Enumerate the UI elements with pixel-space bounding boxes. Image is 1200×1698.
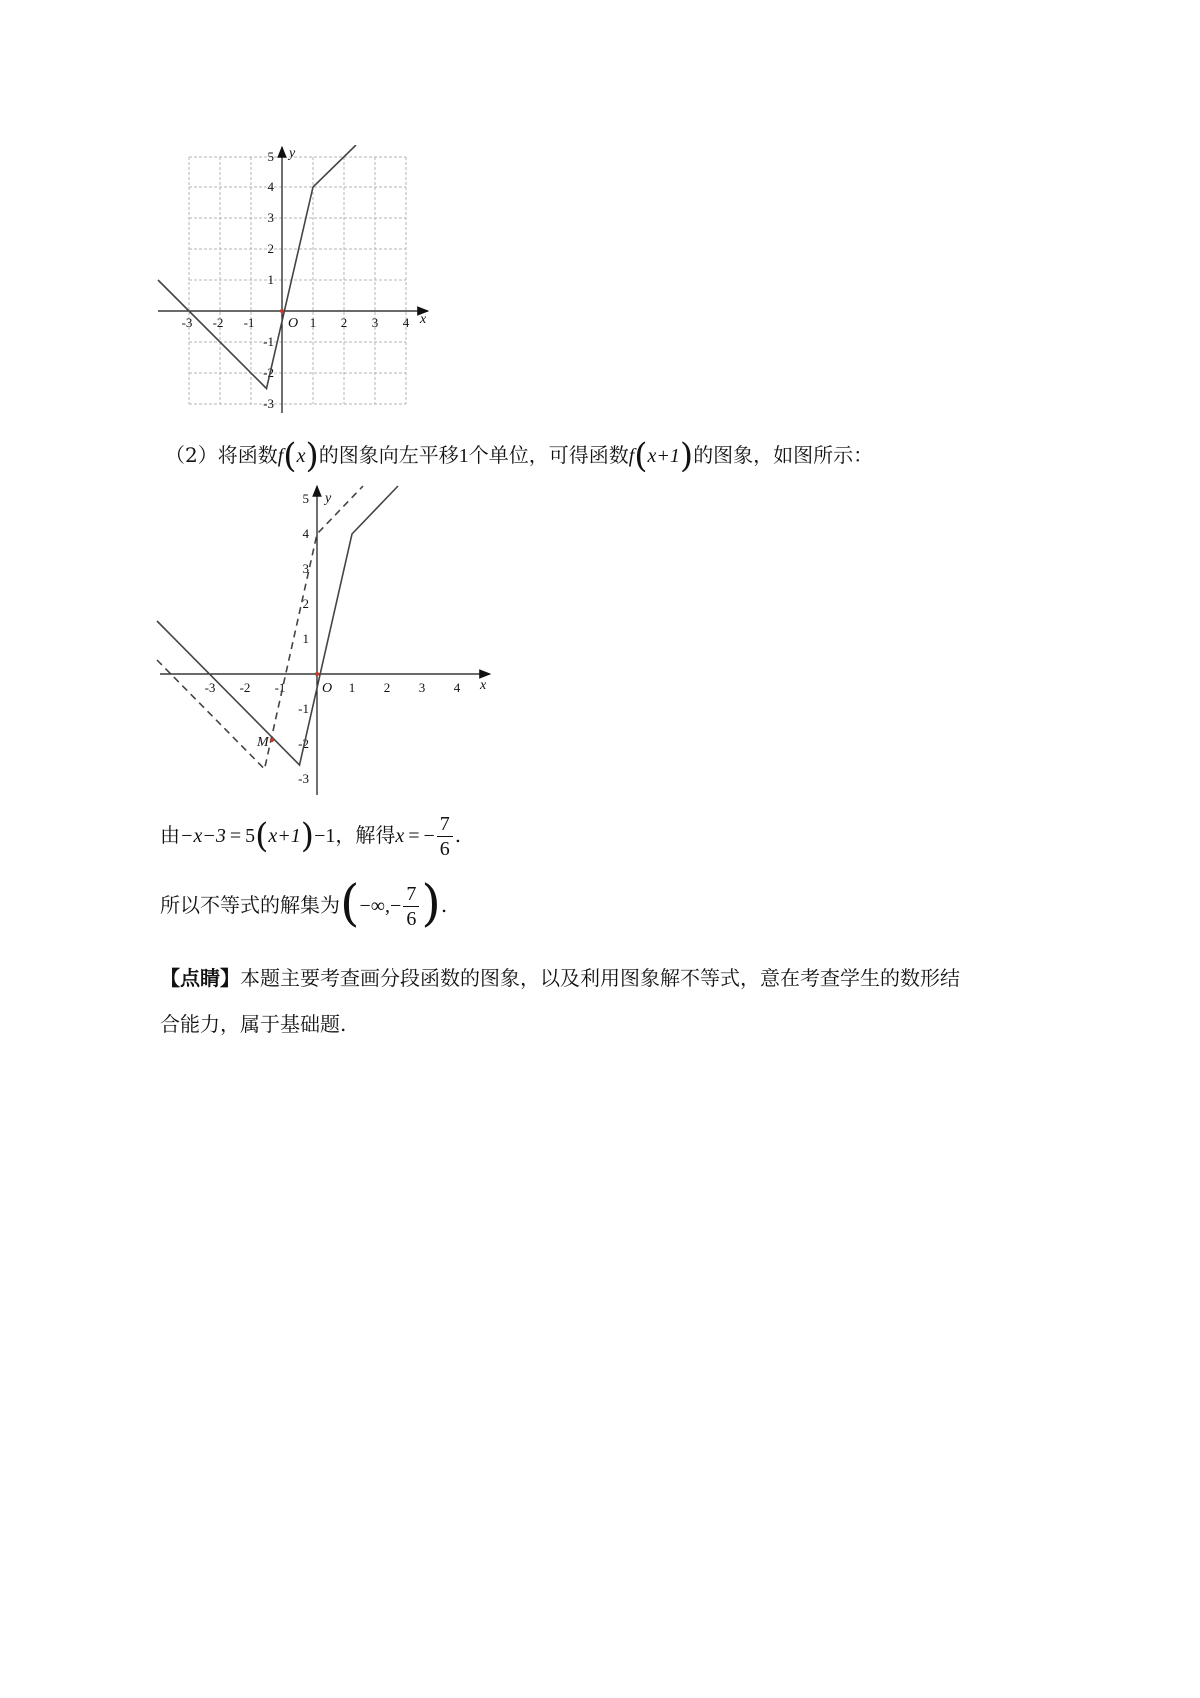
- origin-point: [315, 672, 319, 676]
- figure-2-graph: [155, 480, 500, 800]
- y-tick: 2: [302, 596, 309, 611]
- equation-line: 由−x−3 = 5(x+1)−1，解得x = − $\frac{7}{6}$ .: [160, 813, 462, 860]
- fraction-numerator: 7: [403, 882, 419, 907]
- grid: [189, 157, 406, 404]
- solution-var: x: [395, 825, 405, 847]
- intersection-point-m: [270, 738, 274, 742]
- shift-amount: 1: [458, 445, 469, 467]
- fn-arg-x: x: [296, 445, 306, 467]
- fraction-7-6: [403, 882, 419, 931]
- x-tick: -2: [212, 315, 224, 330]
- fn-f-shifted: f: [628, 445, 635, 467]
- x-tick: -2: [239, 680, 251, 695]
- equation-rhs-tail: −1: [314, 825, 336, 847]
- neg-sign: −: [423, 825, 435, 847]
- y-tick: 4: [267, 179, 274, 194]
- comment-line-1: [160, 955, 960, 1001]
- y-tick: 1: [267, 272, 274, 287]
- para2-suffix: 的图象，如图所示：: [693, 443, 874, 467]
- point-m-label: M: [257, 735, 269, 750]
- function-f-shifted-graph: [157, 486, 363, 769]
- x-tick: -1: [274, 680, 286, 695]
- fn-f: f: [277, 445, 284, 467]
- para2-middle2: 个单位，可得函数: [468, 443, 629, 467]
- comment-tag: 【点睛】: [160, 966, 240, 990]
- fraction-numerator: 7: [437, 812, 453, 837]
- fraction-denominator: 6: [439, 838, 450, 860]
- para2-prefix: （2）将函数: [165, 443, 278, 467]
- comment-block: [160, 955, 960, 1047]
- solution-line: 所以不等式的解集为(−∞,− $\frac{7}{6}$ ).: [160, 874, 448, 932]
- y-tick: -1: [298, 701, 309, 716]
- y-tick: 5: [267, 149, 274, 164]
- x-axis-label: x: [480, 678, 487, 693]
- fn-arg-x-plus-1: x+1: [647, 445, 680, 467]
- para2-middle: 的图象向左平移: [318, 443, 459, 467]
- equals-sign: =: [229, 825, 242, 847]
- y-tick: 3: [302, 561, 309, 576]
- comment-line-2: 合能力，属于基础题.: [160, 1012, 347, 1036]
- x-tick: -1: [243, 315, 255, 330]
- equation-rhs-arg: x+1: [268, 825, 301, 847]
- y-tick: 2: [267, 241, 274, 256]
- x-tick: 1: [309, 315, 317, 330]
- x-tick: 4: [402, 315, 410, 330]
- x-axis-label: x: [420, 312, 427, 327]
- figure-1-graph: [150, 145, 450, 455]
- y-tick: -2: [298, 736, 309, 751]
- equals-sign-2: =: [408, 825, 420, 847]
- origin-label: O: [288, 316, 299, 331]
- y-axis-label: y: [325, 491, 332, 506]
- y-axis-label: y: [289, 146, 296, 161]
- equation-mid: ，解得: [335, 823, 396, 847]
- equation-lhs: −x−3: [180, 825, 226, 847]
- comment-text-1: 本题主要考查画分段函数的图象，以及利用图象解不等式，意在考查学生的数形结: [240, 966, 960, 990]
- equation-coef: 5: [245, 825, 256, 847]
- equation-prefix: 由: [160, 823, 180, 847]
- y-tick: 3: [267, 210, 274, 225]
- solution-end: .: [440, 893, 448, 917]
- x-tick: -3: [181, 315, 193, 330]
- x-tick: 4: [453, 680, 461, 695]
- fraction-7-6: [437, 812, 453, 861]
- solution-prefix: 所以不等式的解集为: [160, 893, 340, 917]
- y-tick: 5: [302, 491, 309, 506]
- y-tick: -2: [263, 365, 274, 380]
- y-tick: 4: [302, 526, 309, 541]
- x-tick: 3: [418, 680, 426, 695]
- x-tick: -3: [204, 680, 216, 695]
- y-tick: -3: [298, 771, 309, 786]
- origin-label: O: [322, 681, 333, 696]
- function-f-graph: [158, 145, 356, 389]
- y-tick: -3: [263, 396, 274, 411]
- interval-start: −∞,−: [359, 895, 402, 917]
- x-tick: 2: [340, 315, 348, 330]
- origin-point: [280, 309, 284, 313]
- y-tick: -1: [263, 334, 274, 349]
- x-tick: 3: [371, 315, 379, 330]
- x-tick: 2: [383, 680, 391, 695]
- y-tick: 1: [302, 631, 309, 646]
- paragraph-2: （2）将函数f(x)的图象向左平移1个单位，可得函数f(x+1)的图象，如图所示：: [165, 436, 874, 476]
- x-tick: 1: [348, 680, 356, 695]
- equation-end: .: [454, 823, 462, 847]
- fraction-denominator: 6: [406, 908, 417, 930]
- function-f-graph: [157, 486, 398, 765]
